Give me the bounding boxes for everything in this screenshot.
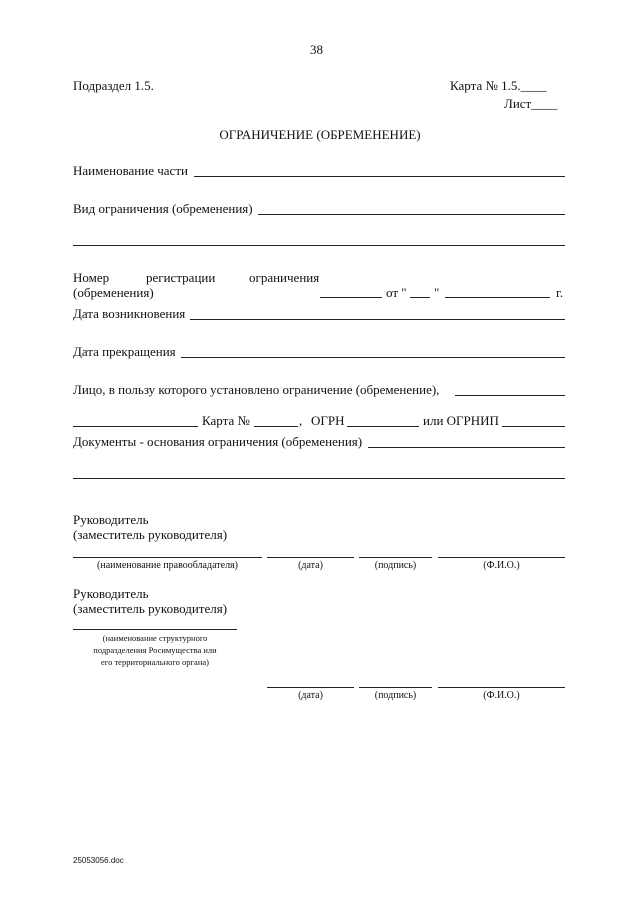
date-day-line[interactable] — [410, 297, 430, 298]
card-no-label: Карта № — [202, 413, 250, 428]
sig1-date-caption: (дата) — [298, 560, 323, 571]
sig2-role-line1: Руководитель — [73, 586, 149, 601]
date-from-label: от " — [386, 285, 407, 300]
part-name-line[interactable] — [194, 176, 565, 177]
sig1-sign-caption: (подпись) — [374, 560, 417, 571]
sig2-date-caption: (дата) — [298, 690, 323, 701]
reg-number-line[interactable] — [320, 297, 382, 298]
sig1-date-line[interactable] — [267, 557, 354, 558]
subsection-label: Подраздел 1.5. — [73, 78, 154, 93]
sig2-name-caption: (Ф.И.О.) — [483, 690, 520, 701]
sig1-sign-line[interactable] — [359, 557, 432, 558]
documents-line[interactable] — [368, 447, 565, 448]
reg-number-line2: (обременения) — [73, 285, 154, 300]
card-comma: , — [299, 413, 303, 428]
sig1-role-line1: Руководитель — [73, 512, 149, 527]
beneficiary-line[interactable] — [455, 395, 565, 396]
sig1-holder-line[interactable] — [73, 557, 262, 558]
sig2-unit-caption-3: его территориального органа) — [101, 657, 209, 667]
card-no-line[interactable] — [254, 426, 298, 427]
sheet-label: Лист____ — [504, 96, 558, 111]
page-number: 38 — [310, 42, 323, 57]
beneficiary-label: Лицо, в пользу которого установлено ограничение (обременение), — [73, 382, 440, 397]
sig2-role-line2: (заместитель руководителя) — [73, 601, 228, 616]
footer-filename: 25053056.doc — [73, 856, 124, 865]
sig2-unit-caption-1: (наименование структурного — [102, 633, 208, 643]
restriction-type-label: Вид ограничения (обременения) — [73, 201, 253, 216]
date-month-line[interactable] — [445, 297, 550, 298]
ogrnip-label: или ОГРНИП — [423, 413, 499, 428]
beneficiary-name-line[interactable] — [73, 426, 198, 427]
sig1-holder-caption: (наименование правообладателя) — [97, 560, 238, 571]
sig1-role-line2: (заместитель руководителя) — [73, 527, 228, 542]
reg-number-word-2: регистрации — [146, 270, 216, 285]
restriction-type-line[interactable] — [258, 214, 565, 215]
sig1-name-caption: (Ф.И.О.) — [483, 560, 520, 571]
sig2-sign-line[interactable] — [359, 687, 432, 688]
form-title: ОГРАНИЧЕНИЕ (ОБРЕМЕНЕНИЕ) — [219, 127, 421, 142]
end-date-line[interactable] — [181, 357, 565, 358]
sig2-unit-line[interactable] — [73, 629, 237, 630]
origin-date-label: Дата возникновения — [73, 306, 186, 321]
reg-number-word-1: Номер — [73, 270, 110, 285]
date-quote: " — [434, 285, 440, 300]
reg-number-word-3: ограничения — [249, 270, 320, 285]
card-number-label: Карта № 1.5.____ — [450, 78, 547, 93]
documents-label: Документы - основания ограничения (обременения) — [73, 434, 363, 449]
sig2-date-line[interactable] — [267, 687, 354, 688]
sig1-name-line[interactable] — [438, 557, 565, 558]
origin-date-line[interactable] — [190, 319, 565, 320]
end-date-label: Дата прекращения — [73, 344, 176, 359]
documents-line-2[interactable] — [73, 478, 565, 479]
restriction-type-line-2[interactable] — [73, 245, 565, 246]
part-name-label: Наименование части — [73, 163, 188, 178]
sig2-unit-caption-2: подразделения Росимущества или — [93, 645, 217, 655]
year-label: г. — [556, 285, 564, 300]
ogrnip-line[interactable] — [502, 426, 565, 427]
ogrn-line[interactable] — [347, 426, 419, 427]
sig2-sign-caption: (подпись) — [374, 690, 417, 701]
ogrn-label: ОГРН — [311, 413, 345, 428]
sig2-name-line[interactable] — [438, 687, 565, 688]
